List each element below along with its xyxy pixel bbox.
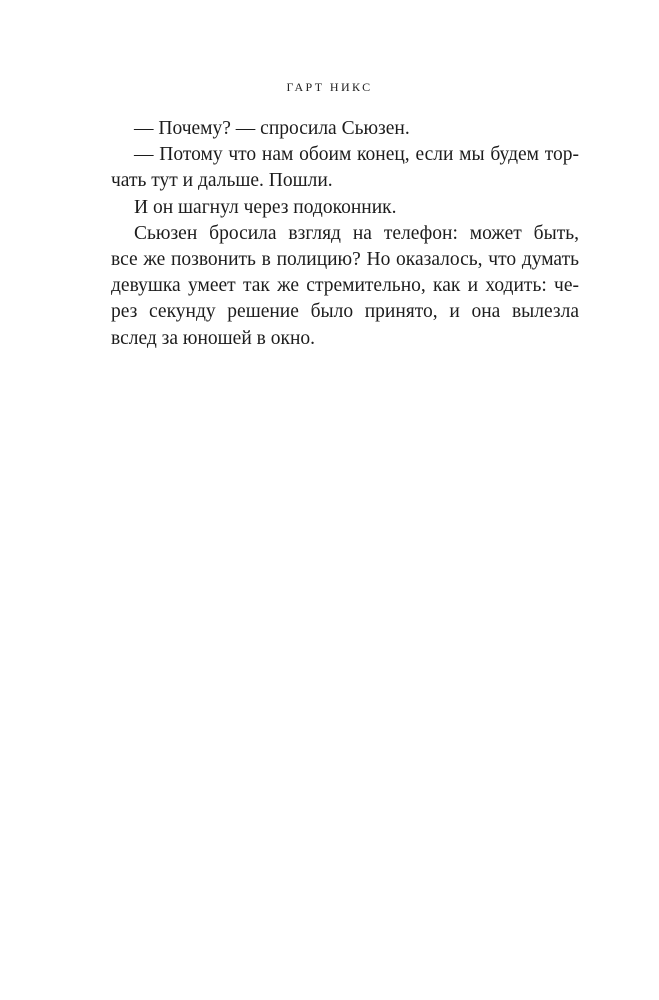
text-line: вслед за юношей в окно. [111,327,316,349]
text-line: Сьюзен бросила взгляд на телефон: может быть, [134,222,579,244]
text-line: — Почему? — спросила Сьюзен. [134,118,410,139]
body-text [111,116,579,352]
text-line: чать тут и дальше. Пошли. [111,170,333,192]
running-head: ГАРТ НИКС [286,80,373,94]
text-line: И он шагнул через подоконник. [134,196,397,218]
text-line: девушка умеет так же стремительно, как и ходить: че- [111,275,579,297]
text-line: — Потому что нам обоим конец, если мы будем тор- [134,144,579,166]
text-line: рез секунду решение было принято, и она вылезла [111,301,579,323]
text-line: все же позвонить в полицию? Но оказалось, что думать [111,249,579,271]
